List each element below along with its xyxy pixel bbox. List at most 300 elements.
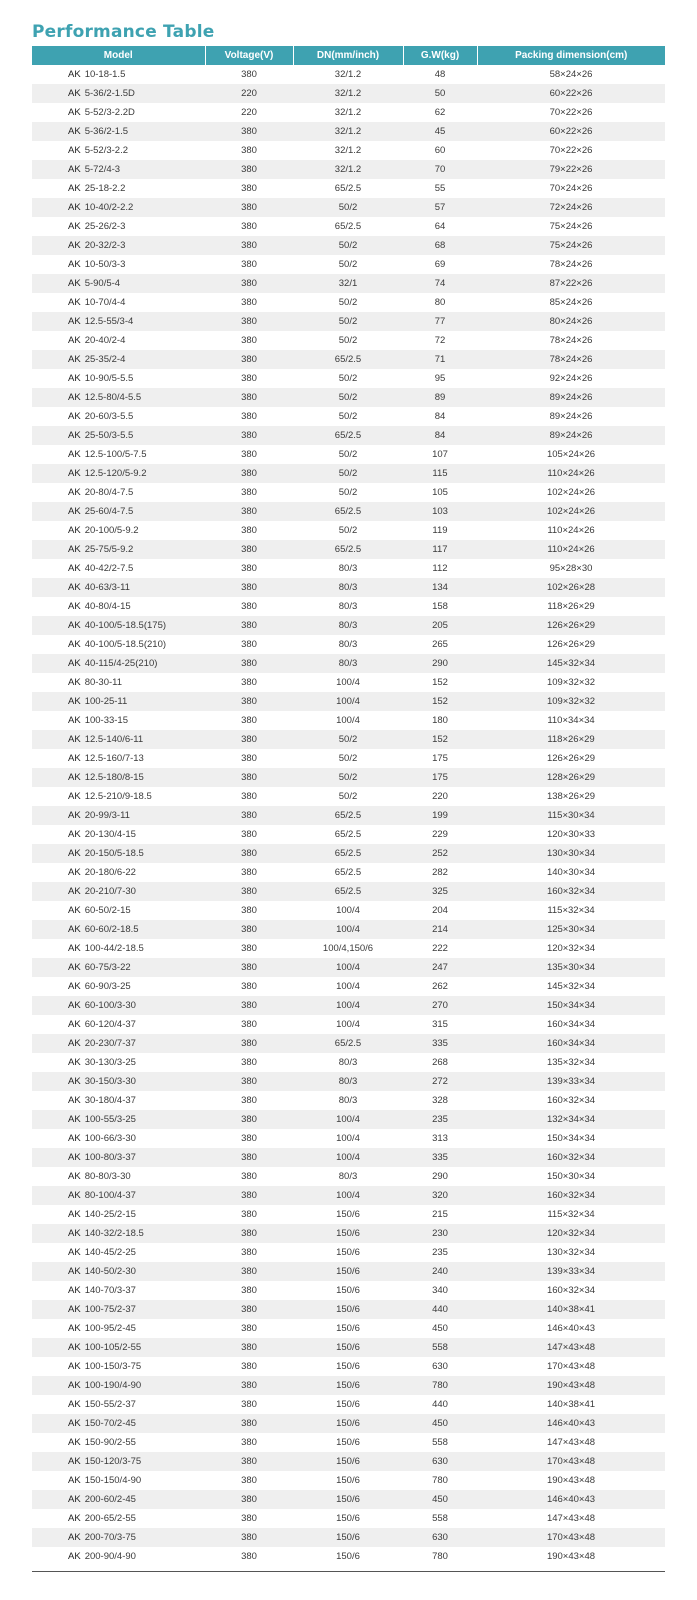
model-number: 60-50/2-15: [84, 905, 131, 916]
model-number: 12.5-100/5-7.5: [84, 449, 147, 460]
model-number: 30-130/3-25: [84, 1057, 136, 1068]
model-number: 80-30-11: [84, 677, 123, 688]
packing-cell: 78×24×26: [549, 335, 593, 346]
dn-cell: 100/4,150/6: [322, 943, 374, 954]
voltage-cell: 380: [241, 221, 257, 232]
gw-cell: 450: [403, 1414, 477, 1433]
gw-cell: 117: [403, 540, 477, 559]
model-prefix: AK: [68, 449, 81, 460]
table-row: [32, 616, 665, 635]
table-row: [32, 1547, 665, 1566]
packing-cell: 150×34×34: [546, 1133, 596, 1144]
gw-cell: 62: [434, 107, 446, 118]
dn-cell: 32/1: [293, 274, 403, 293]
table-row: [32, 1319, 665, 1338]
dn-cell: 100/4: [293, 1186, 403, 1205]
model-cell: [32, 996, 205, 1015]
model-number: 150-150/4-90: [84, 1475, 142, 1486]
voltage-cell: 380: [241, 259, 257, 270]
model-prefix: AK: [68, 1000, 81, 1011]
packing-cell: 118×26×29: [547, 601, 595, 612]
voltage-cell: 380: [205, 1072, 293, 1091]
packing-cell: 190×43×48: [477, 1376, 665, 1395]
model-number: 20-230/7-37: [84, 1038, 136, 1049]
header-model: Model: [32, 46, 205, 65]
model-number: 20-60/3-5.5: [84, 411, 134, 422]
packing-cell: 110×34×34: [547, 715, 595, 726]
model-cell: [32, 1528, 205, 1547]
table-row: [32, 768, 665, 787]
gw-cell: 558: [403, 1338, 477, 1357]
voltage-cell: 380: [205, 1034, 293, 1053]
model-prefix: AK: [68, 1551, 81, 1562]
packing-cell: 140×38×41: [477, 1300, 665, 1319]
table-row: [32, 1129, 665, 1148]
dn-cell: 150/6: [336, 1247, 360, 1258]
voltage-cell: 380: [241, 981, 257, 992]
packing-cell: 147×43×48: [546, 1437, 596, 1448]
model-prefix: AK: [68, 126, 81, 137]
voltage-cell: 380: [241, 677, 257, 688]
model-prefix: AK: [68, 886, 81, 897]
packing-cell: 60×22×26: [477, 84, 665, 103]
model-number: 25-18-2.2: [84, 183, 126, 194]
model-cell: [32, 160, 205, 179]
model-number: 40-100/5-18.5(210): [84, 639, 167, 650]
table-row: [32, 1300, 665, 1319]
voltage-cell: 220: [205, 84, 293, 103]
model-cell: [32, 312, 205, 331]
model-cell: [32, 1471, 205, 1490]
model-prefix: AK: [68, 259, 81, 270]
model-cell: [32, 559, 205, 578]
table-row: [32, 1205, 665, 1224]
dn-cell: 100/4: [293, 1148, 403, 1167]
voltage-cell: 220: [241, 107, 257, 118]
model-prefix: AK: [68, 1228, 81, 1239]
gw-cell: 265: [432, 639, 448, 650]
packing-cell: 140×38×41: [546, 1399, 596, 1410]
bottom-divider: [32, 1571, 665, 1572]
dn-cell: 100/4: [336, 1019, 360, 1030]
dn-cell: 100/4: [293, 958, 403, 977]
table-row: [32, 1395, 665, 1414]
packing-cell: 95×28×30: [549, 563, 593, 574]
gw-cell: 204: [432, 905, 448, 916]
model-prefix: AK: [68, 1494, 81, 1505]
packing-cell: 75×24×26: [549, 221, 593, 232]
dn-cell: 150/6: [336, 1513, 360, 1524]
gw-cell: 247: [403, 958, 477, 977]
model-prefix: AK: [68, 867, 81, 878]
model-number: 100-150/3-75: [84, 1361, 142, 1372]
model-number: 5-52/3-2.2: [84, 145, 128, 156]
model-number: 30-150/3-30: [84, 1076, 136, 1087]
model-prefix: AK: [68, 1418, 81, 1429]
table-row: [32, 464, 665, 483]
model-number: 20-150/5-18.5: [84, 848, 144, 859]
model-cell: [32, 977, 205, 996]
model-prefix: AK: [68, 1247, 81, 1258]
dn-cell: 150/6: [336, 1475, 360, 1486]
model-cell: [32, 521, 205, 540]
model-prefix: AK: [68, 487, 81, 498]
voltage-cell: 380: [205, 1148, 293, 1167]
gw-cell: 440: [432, 1399, 448, 1410]
gw-cell: 313: [432, 1133, 448, 1144]
dn-cell: 50/2: [293, 236, 403, 255]
model-prefix: AK: [68, 164, 81, 175]
model-prefix: AK: [68, 639, 81, 650]
packing-cell: 60×22×26: [477, 122, 665, 141]
dn-cell: 50/2: [338, 373, 358, 384]
model-prefix: AK: [68, 316, 81, 327]
model-cell: [32, 445, 205, 464]
model-cell: [32, 730, 205, 749]
model-cell: [32, 806, 205, 825]
packing-cell: 115×32×34: [547, 1209, 595, 1220]
model-number: 60-100/3-30: [84, 1000, 136, 1011]
model-cell: [32, 217, 205, 236]
voltage-cell: 380: [241, 1513, 257, 1524]
dn-cell: 50/2: [338, 525, 358, 536]
voltage-cell: 380: [205, 1262, 293, 1281]
packing-cell: 126×26×29: [546, 639, 596, 650]
model-prefix: AK: [68, 1076, 81, 1087]
model-cell: [32, 350, 205, 369]
table-row: [32, 1338, 665, 1357]
model-cell: [32, 635, 205, 654]
table-row: [32, 730, 665, 749]
packing-cell: 132×34×34: [477, 1110, 665, 1129]
packing-cell: 146×40×43: [477, 1414, 665, 1433]
voltage-cell: 380: [205, 350, 293, 369]
dn-cell: 65/2.5: [293, 540, 403, 559]
packing-cell: 72×24×26: [477, 198, 665, 217]
gw-cell: 240: [403, 1262, 477, 1281]
packing-cell: 146×40×43: [477, 1490, 665, 1509]
model-cell: [32, 654, 205, 673]
table-row: [32, 84, 665, 103]
packing-cell: 120×32×34: [477, 1224, 665, 1243]
model-number: 12.5-160/7-13: [84, 753, 144, 764]
gw-cell: 270: [403, 996, 477, 1015]
dn-cell: 150/6: [336, 1551, 360, 1562]
dn-cell: 150/6: [293, 1262, 403, 1281]
dn-cell: 50/2: [338, 791, 358, 802]
table-row: [32, 939, 665, 958]
voltage-cell: 380: [205, 1110, 293, 1129]
dn-cell: 100/4: [336, 715, 360, 726]
table-row: [32, 559, 665, 578]
dn-cell: 80/3: [338, 1095, 358, 1106]
model-cell: [32, 502, 205, 521]
model-cell: [32, 464, 205, 483]
model-prefix: AK: [68, 658, 81, 669]
voltage-cell: 380: [241, 715, 257, 726]
model-prefix: AK: [68, 525, 81, 536]
model-number: 25-60/4-7.5: [84, 506, 134, 517]
voltage-cell: 380: [241, 1019, 257, 1030]
gw-cell: 290: [432, 1171, 448, 1182]
model-cell: [32, 711, 205, 730]
packing-cell: 102×26×28: [477, 578, 665, 597]
dn-cell: 50/2: [338, 259, 358, 270]
table-row: [32, 407, 665, 426]
packing-cell: 160×34×34: [477, 1034, 665, 1053]
gw-cell: 325: [403, 882, 477, 901]
model-prefix: AK: [68, 1114, 81, 1125]
dn-cell: 50/2: [293, 312, 403, 331]
table-row: [32, 1072, 665, 1091]
model-cell: [32, 65, 205, 84]
gw-cell: 70: [403, 160, 477, 179]
dn-cell: 100/4: [293, 692, 403, 711]
voltage-cell: 380: [241, 563, 257, 574]
table-row: [32, 179, 665, 198]
table-row: [32, 1376, 665, 1395]
model-cell: [32, 388, 205, 407]
model-prefix: AK: [68, 373, 81, 384]
model-number: 10-40/2-2.2: [84, 202, 134, 213]
table-row: [32, 711, 665, 730]
model-prefix: AK: [68, 1019, 81, 1030]
model-prefix: AK: [68, 1323, 81, 1334]
model-number: 10-18-1.5: [84, 69, 126, 80]
table-row: [32, 350, 665, 369]
voltage-cell: 380: [241, 335, 257, 346]
gw-cell: 780: [432, 1551, 448, 1562]
packing-cell: 147×43×48: [477, 1338, 665, 1357]
voltage-cell: 380: [241, 1399, 257, 1410]
table-row: [32, 1243, 665, 1262]
model-prefix: AK: [68, 905, 81, 916]
table-body: [32, 65, 665, 1566]
model-cell: [32, 1490, 205, 1509]
model-prefix: AK: [68, 620, 81, 631]
model-cell: [32, 331, 205, 350]
model-number: 10-70/4-4: [84, 297, 126, 308]
dn-cell: 50/2: [338, 335, 358, 346]
gw-cell: 450: [403, 1490, 477, 1509]
table-row: [32, 958, 665, 977]
model-number: 150-90/2-55: [84, 1437, 136, 1448]
dn-cell: 100/4: [336, 677, 360, 688]
voltage-cell: 380: [241, 487, 257, 498]
gw-cell: 222: [432, 943, 448, 954]
dn-cell: 80/3: [338, 639, 358, 650]
dn-cell: 50/2: [338, 487, 358, 498]
model-number: 20-180/6-22: [84, 867, 136, 878]
gw-cell: 64: [434, 221, 446, 232]
table-row: [32, 103, 665, 122]
model-prefix: AK: [68, 1190, 81, 1201]
model-prefix: AK: [68, 677, 81, 688]
gw-cell: 328: [432, 1095, 448, 1106]
model-prefix: AK: [68, 183, 81, 194]
voltage-cell: 380: [241, 867, 257, 878]
voltage-cell: 380: [205, 540, 293, 559]
model-cell: [32, 673, 205, 692]
model-prefix: AK: [68, 1475, 81, 1486]
packing-cell: 105×24×26: [546, 449, 596, 460]
voltage-cell: 380: [205, 882, 293, 901]
gw-cell: 558: [432, 1513, 448, 1524]
dn-cell: 150/6: [293, 1452, 403, 1471]
model-number: 60-75/3-22: [84, 962, 131, 973]
model-cell: [32, 597, 205, 616]
table-row: [32, 502, 665, 521]
dn-cell: 150/6: [336, 1361, 360, 1372]
table-row: [32, 426, 665, 445]
model-number: 40-63/3-11: [84, 582, 130, 593]
model-number: 10-90/5-5.5: [84, 373, 134, 384]
dn-cell: 65/2.5: [293, 1034, 403, 1053]
voltage-cell: 380: [241, 1475, 257, 1486]
dn-cell: 100/4: [336, 981, 360, 992]
header-row: [32, 46, 665, 65]
model-number: 200-70/3-75: [84, 1532, 136, 1543]
gw-cell: 84: [434, 411, 446, 422]
model-cell: [32, 616, 205, 635]
packing-cell: 70×24×26: [549, 183, 593, 194]
model-prefix: AK: [68, 1456, 81, 1467]
table-row: [32, 1186, 665, 1205]
model-prefix: AK: [68, 1285, 81, 1296]
model-prefix: AK: [68, 1304, 81, 1315]
packing-cell: 126×26×29: [546, 753, 596, 764]
dn-cell: 100/4: [336, 1133, 360, 1144]
header-dn: DN(mm/inch): [293, 46, 403, 65]
gw-cell: 57: [403, 198, 477, 217]
gw-cell: 152: [403, 730, 477, 749]
packing-cell: 170×43×48: [477, 1528, 665, 1547]
voltage-cell: 380: [205, 730, 293, 749]
gw-cell: 282: [432, 867, 448, 878]
voltage-cell: 380: [205, 160, 293, 179]
model-number: 100-44/2-18.5: [84, 943, 144, 954]
model-cell: [32, 369, 205, 388]
model-cell: [32, 255, 205, 274]
table-row: [32, 1490, 665, 1509]
packing-cell: 89×24×26: [477, 388, 665, 407]
model-prefix: AK: [68, 240, 81, 251]
model-number: 25-26/2-3: [84, 221, 126, 232]
model-prefix: AK: [68, 601, 81, 612]
model-number: 20-210/7-30: [84, 886, 136, 897]
packing-cell: 120×32×34: [546, 943, 596, 954]
voltage-cell: 380: [241, 1437, 257, 1448]
model-cell: [32, 1395, 205, 1414]
dn-cell: 50/2: [293, 768, 403, 787]
dn-cell: 150/6: [336, 1323, 360, 1334]
model-cell: [32, 1015, 205, 1034]
model-number: 40-80/4-15: [84, 601, 131, 612]
model-prefix: AK: [68, 1133, 81, 1144]
gw-cell: 95: [434, 373, 446, 384]
gw-cell: 199: [403, 806, 477, 825]
dn-cell: 80/3: [293, 616, 403, 635]
gw-cell: 89: [403, 388, 477, 407]
model-number: 40-115/4-25(210): [84, 658, 158, 669]
model-cell: [32, 1338, 205, 1357]
packing-cell: 145×32×34: [477, 654, 665, 673]
model-prefix: AK: [68, 107, 81, 118]
packing-cell: 89×24×26: [549, 411, 593, 422]
voltage-cell: 380: [241, 411, 257, 422]
dn-cell: 65/2.5: [334, 867, 362, 878]
gw-cell: 175: [403, 768, 477, 787]
table-row: [32, 1433, 665, 1452]
voltage-cell: 380: [205, 844, 293, 863]
table-row: [32, 65, 665, 84]
gw-cell: 48: [434, 69, 446, 80]
table-row: [32, 882, 665, 901]
voltage-cell: 380: [241, 943, 257, 954]
model-prefix: AK: [68, 582, 81, 593]
model-cell: [32, 1376, 205, 1395]
voltage-cell: 380: [205, 198, 293, 217]
table-row: [32, 217, 665, 236]
packing-cell: 139×33×34: [477, 1072, 665, 1091]
packing-cell: 85×24×26: [549, 297, 593, 308]
model-number: 12.5-80/4-5.5: [84, 392, 142, 403]
model-cell: [32, 1281, 205, 1300]
dn-cell: 65/2.5: [334, 829, 362, 840]
packing-cell: 190×43×48: [546, 1475, 596, 1486]
dn-cell: 80/3: [338, 1171, 358, 1182]
voltage-cell: 380: [205, 1186, 293, 1205]
table-row: [32, 293, 665, 312]
dn-cell: 32/1.2: [334, 107, 362, 118]
model-number: 5-90/5-4: [84, 278, 121, 289]
table-row: [32, 1281, 665, 1300]
packing-cell: 160×32×34: [477, 1148, 665, 1167]
model-number: 12.5-180/8-15: [84, 772, 144, 783]
performance-table: [32, 46, 665, 1566]
model-cell: [32, 901, 205, 920]
voltage-cell: 380: [205, 1414, 293, 1433]
table-row: [32, 312, 665, 331]
voltage-cell: 380: [205, 274, 293, 293]
gw-cell: 780: [403, 1376, 477, 1395]
model-number: 100-75/2-37: [84, 1304, 136, 1315]
packing-cell: 130×30×34: [477, 844, 665, 863]
model-prefix: AK: [68, 69, 81, 80]
model-prefix: AK: [68, 715, 81, 726]
model-cell: [32, 1186, 205, 1205]
dn-cell: 150/6: [336, 1437, 360, 1448]
model-prefix: AK: [68, 696, 81, 707]
gw-cell: 558: [432, 1437, 448, 1448]
model-cell: [32, 1319, 205, 1338]
dn-cell: 150/6: [336, 1399, 360, 1410]
table-row: [32, 198, 665, 217]
model-cell: [32, 236, 205, 255]
gw-cell: 80: [434, 297, 446, 308]
dn-cell: 80/3: [293, 578, 403, 597]
gw-cell: 105: [432, 487, 448, 498]
table-row: [32, 255, 665, 274]
dn-cell: 150/6: [293, 1300, 403, 1319]
model-number: 100-80/3-37: [84, 1152, 136, 1163]
voltage-cell: 380: [241, 1551, 257, 1562]
dn-cell: 80/3: [338, 1057, 358, 1068]
dn-cell: 32/1.2: [334, 69, 362, 80]
model-prefix: AK: [68, 981, 81, 992]
model-prefix: AK: [68, 1532, 81, 1543]
table-row: [32, 1357, 665, 1376]
